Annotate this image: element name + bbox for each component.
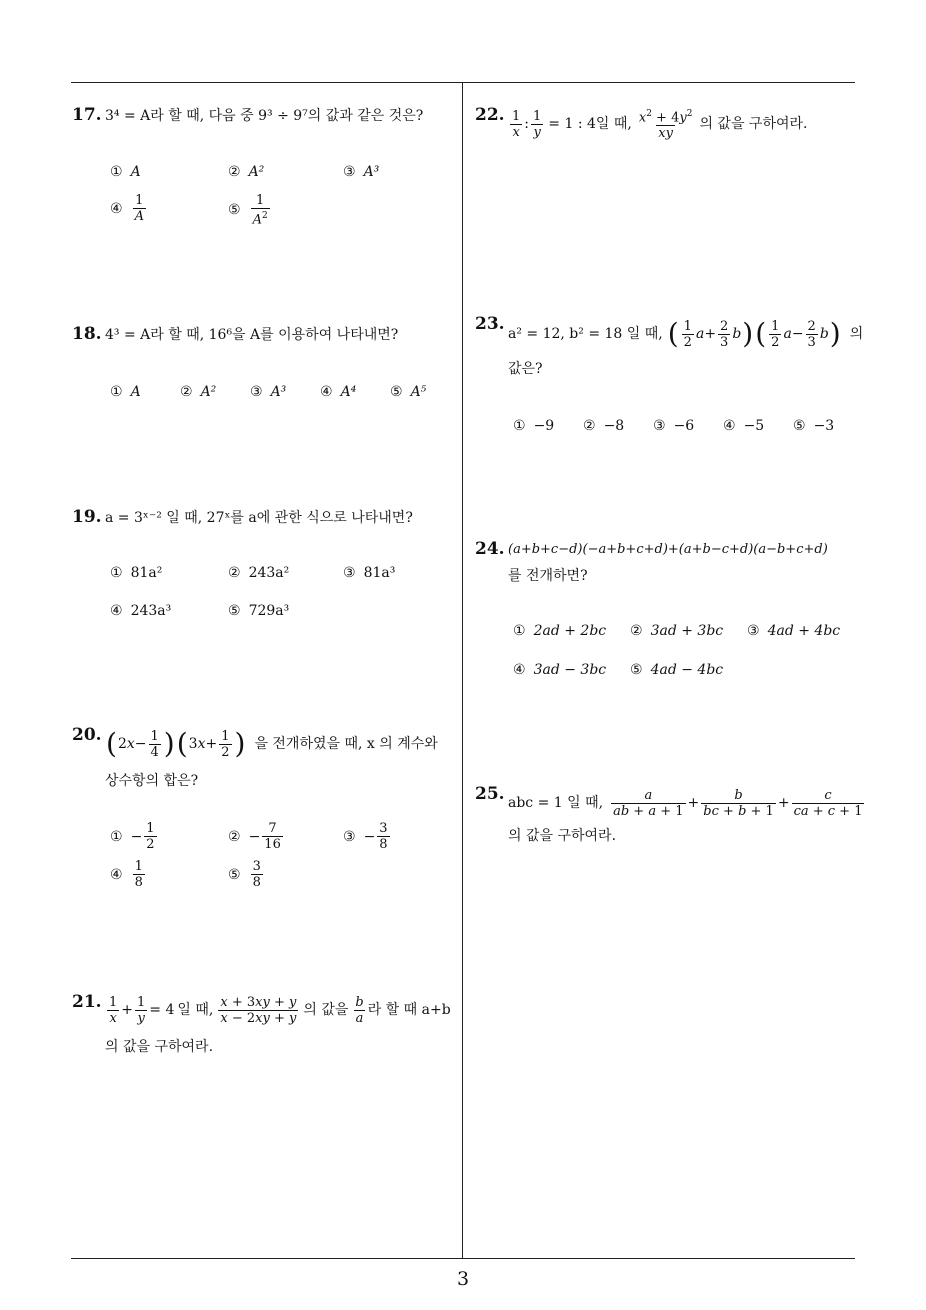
question-22-stem: $\frac{1}{x}$ : $\frac{1}{y}$ = 1 : 4일 때, $\frac{x^2 + 4y^2}{xy}$ 의 값을 구하여라. [512,108,808,142]
question-20-stem: ( 2 x − $\frac{1}{4}$ ) ( 3 x + $\frac{1}{2}$ ) 을 전개하였을 때, x 의 계수와 [106,727,438,760]
question-number-23: 23. [475,314,505,334]
question-25-stem: abc = 1 일 때, $\frac{a}{ab + a + 1}$ + $\frac{b}{bc + b + 1}$ + $\frac{c}{ca + c + 1}$ [508,787,863,819]
q20-option-1[interactable]: ① − $\frac{1}{2}$ [110,821,155,852]
q18-option-5[interactable]: ⑤ A⁵ [390,384,427,400]
question-18-stem: 4³ = A라 할 때, 16⁶을 A를 이용하여 나타내면? [105,327,399,343]
q24-option-2[interactable]: ② 3ad + 3bc [630,623,724,639]
q17-option-5[interactable]: ⑤ $\frac{1}{A^2}$ [228,193,268,228]
q17-option-1[interactable]: ① A [110,164,141,180]
q17-option-2[interactable]: ② A² [228,164,265,180]
q18-option-2[interactable]: ② A² [180,384,217,400]
question-number-21: 21. [72,992,102,1012]
bottom-rule [71,1258,855,1259]
question-number-25: 25. [475,784,505,804]
q23-option-4[interactable]: ④ −5 [723,418,765,434]
question-23-stem: a² = 12, b² = 18 일 때, ( $\frac{1}{2}$ a + $\frac{2}{3}$ b ) ( $\frac{1}{2}$ a − $\frac{2}{3}$ b ) 의 [508,317,864,350]
question-number-19: 19. [72,507,102,527]
question-17-stem: 3⁴ = A라 할 때, 다음 중 9³ ÷ 9⁷의 값과 같은 것은? [105,108,424,124]
question-20-stem-line2: 상수항의 합은? [105,773,199,789]
q20-option-4[interactable]: ④ $\frac{1}{8}$ [110,859,143,890]
page-number: 3 [456,1268,470,1290]
question-19-stem: a = 3ˣ⁻² 일 때, 27ˣ를 a에 관한 식으로 나타내면? [105,510,413,526]
q18-option-1[interactable]: ① A [110,384,141,400]
q23-option-2[interactable]: ② −8 [583,418,625,434]
q19-option-4[interactable]: ④ 243a³ [110,603,172,619]
question-21-stem: $\frac{1}{x}$ + $\frac{1}{y}$ = 4 일 때, $\frac{x + 3xy + y}{x - 2xy + y}$ 의 값을 $\frac{b}{a}$ 라 할 때 a+b [109,994,451,1026]
q18-option-3[interactable]: ③ A³ [250,384,287,400]
q17-option-5-fraction: $\frac{1}{A^2}$ [252,193,268,228]
q20-option-2[interactable]: ② − $\frac{7}{16}$ [228,821,281,852]
question-23-stem-line2: 값은? [508,361,543,377]
q24-option-3[interactable]: ③ 4ad + 4bc [747,623,841,639]
question-24-stem-line2: 를 전개하면? [508,568,588,584]
question-number-20: 20. [72,725,102,745]
q24-option-5[interactable]: ⑤ 4ad − 4bc [630,662,724,678]
q19-option-2[interactable]: ② 243a² [228,565,290,581]
q20-option-5[interactable]: ⑤ $\frac{3}{8}$ [228,859,261,890]
q19-option-1[interactable]: ① 81a² [110,565,163,581]
q19-option-5[interactable]: ⑤ 729a³ [228,603,290,619]
q17-option-4-fraction: $\frac{1}{A}$ [134,193,144,224]
q20-option-3[interactable]: ③ − $\frac{3}{8}$ [343,821,388,852]
question-number-22: 22. [475,105,505,125]
q24-option-4[interactable]: ④ 3ad − 3bc [513,662,607,678]
q18-option-4[interactable]: ④ A⁴ [320,384,357,400]
question-number-18: 18. [72,324,102,344]
column-divider [462,83,463,1258]
question-number-17: 17. [72,105,102,125]
q17-option-3[interactable]: ③ A³ [343,164,380,180]
q17-option-4[interactable]: ④ $\frac{1}{A}$ [110,193,144,224]
question-25-stem-line2: 의 값을 구하여라. [508,828,617,844]
question-21-stem-line2: 의 값을 구하여라. [105,1039,214,1055]
q23-option-5[interactable]: ⑤ −3 [793,418,835,434]
q23-option-3[interactable]: ③ −6 [653,418,695,434]
q23-option-1[interactable]: ① −9 [513,418,555,434]
question-24-stem: (a+b+c−d)(−a+b+c+d)+(a+b−c+d)(a−b+c+d) [508,542,828,557]
question-number-24: 24. [475,539,505,559]
q19-option-3[interactable]: ③ 81a³ [343,565,396,581]
q24-option-1[interactable]: ① 2ad + 2bc [513,623,607,639]
top-rule [71,82,855,83]
